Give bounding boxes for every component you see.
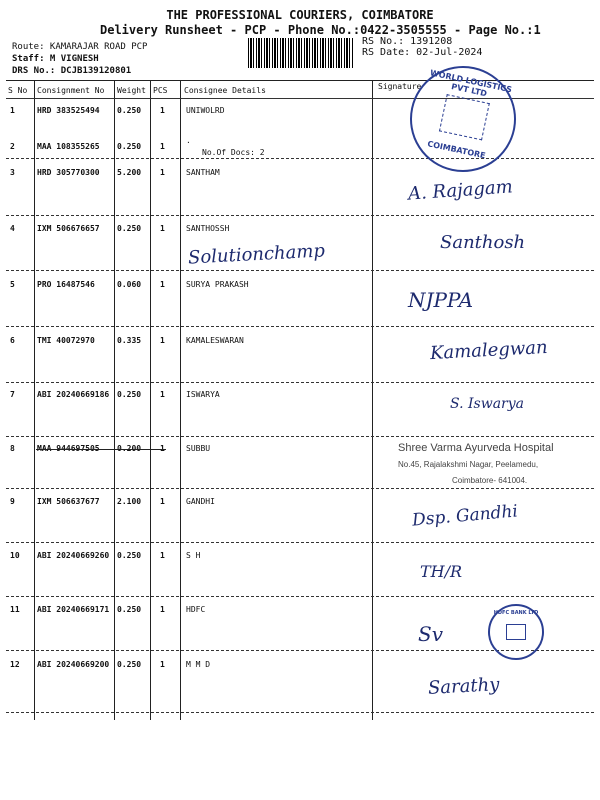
rs-date: RS Date: 02-Jul-2024	[362, 47, 483, 58]
table-top-rule	[6, 80, 594, 81]
row-divider	[6, 436, 594, 437]
row-divider	[6, 488, 594, 489]
row-weight: 2.100	[117, 497, 142, 506]
row-consignee: .	[186, 136, 191, 145]
row-divider	[6, 215, 594, 216]
row-weight: 0.250	[117, 390, 142, 399]
row-weight: 0.060	[117, 280, 142, 289]
row-sno: 8	[10, 444, 15, 453]
signature-row6: Kamalegwan	[429, 336, 549, 365]
row-consignment: HRD 383525494	[37, 106, 100, 115]
row-consignee: SUBBU	[186, 444, 211, 453]
stamp-sign-icon	[439, 94, 490, 140]
row-pcs: 1	[160, 605, 165, 614]
row-weight: 0.250	[117, 142, 142, 151]
row-weight: 0.200	[117, 444, 142, 453]
signature-row11: Sv	[418, 622, 443, 646]
bank-stamp-text: HDFC BANK LTD	[493, 610, 539, 616]
hospital-name: Shree Varma Ayurveda Hospital	[398, 442, 554, 454]
row-pcs: 1	[160, 224, 165, 233]
row-pcs: 1	[160, 168, 165, 177]
row-sno: 12	[10, 660, 20, 669]
row-consignment: MAA 944697505	[37, 444, 100, 453]
row-consignment: IXM 506637677	[37, 497, 100, 506]
col-header-pcs: PCS	[153, 86, 168, 95]
row-pcs: 1	[160, 280, 165, 289]
row-consignee: SURYA PRAKASH	[186, 280, 249, 289]
row-consignment: IXM 506676657	[37, 224, 100, 233]
col-divider	[114, 80, 115, 720]
signature-row12: Sarathy	[427, 674, 500, 699]
drs-label: DRS No.: DCJB139120801	[12, 66, 132, 76]
logistics-stamp-text: WORLD LOGISTICS PVT LTD	[429, 68, 513, 99]
signature-row4: Santhosh	[440, 232, 526, 253]
route-label: Route: KAMARAJAR ROAD PCP	[12, 42, 148, 52]
col-divider	[34, 80, 35, 720]
row-sno: 9	[10, 497, 15, 506]
hospital-city: Coimbatore- 641004.	[452, 476, 528, 485]
col-divider	[150, 80, 151, 720]
row-consignee: KAMALESWARAN	[186, 336, 244, 345]
row-consignee: HDFC	[186, 605, 206, 614]
row-weight: 0.250	[117, 551, 142, 560]
row-pcs: 1	[160, 551, 165, 560]
row-weight: 0.250	[117, 660, 142, 669]
row-weight: 0.250	[117, 224, 142, 233]
row-pcs: 1	[160, 336, 165, 345]
row-consignment: PRO 16487546	[37, 280, 95, 289]
row-sno: 4	[10, 224, 15, 233]
row-consignment: ABI 20240669200	[37, 660, 110, 669]
row-divider	[6, 596, 594, 597]
row-consignee: M M D	[186, 660, 211, 669]
row-consignment: MAA 108355265	[37, 142, 100, 151]
row-sno: 7	[10, 390, 15, 399]
row-consignee: UNIWOLRD	[186, 106, 225, 115]
row-sno: 6	[10, 336, 15, 345]
hospital-address: No.45, Rajalakshmi Nagar, Peelamedu,	[398, 460, 539, 469]
company-title: THE PROFESSIONAL COURIERS, COIMBATORE	[166, 8, 434, 22]
runsheet-title: Delivery Runsheet - PCP - Phone No.:0422-3505555 - Page No.:1	[100, 23, 541, 37]
row-sno: 5	[10, 280, 15, 289]
strike-through	[36, 449, 166, 450]
row-consignee: SANTHOSSH	[186, 224, 230, 233]
logistics-stamp	[400, 56, 526, 182]
staff-label: Staff: M VIGNESH	[12, 54, 99, 64]
row-divider	[6, 712, 594, 713]
row-pcs: 1	[160, 106, 165, 115]
row-consignee: ISWARYA	[186, 390, 220, 399]
row-divider	[6, 542, 594, 543]
col-header-weight: Weight	[117, 86, 146, 95]
row-sno: 11	[10, 605, 20, 614]
col-header-signature: Signature	[378, 82, 422, 91]
row-docs-count: No.Of Docs: 2	[202, 148, 265, 157]
row-consignment: TMI 40072970	[37, 336, 95, 345]
row-sno: 2	[10, 142, 15, 151]
row-sno: 1	[10, 106, 15, 115]
col-header-sno: S No	[8, 86, 28, 95]
row-weight: 5.200	[117, 168, 142, 177]
signature-row3: A. Rajagam	[407, 176, 514, 205]
signature-row10: TH/R	[420, 562, 463, 581]
row-weight: 0.250	[117, 605, 142, 614]
row-weight: 0.335	[117, 336, 142, 345]
logistics-stamp-sub: COIMBATORE	[426, 139, 487, 161]
row-divider	[6, 382, 594, 383]
rs-number: RS No.: 1391208	[362, 36, 453, 47]
row-weight: 0.250	[117, 106, 142, 115]
row-divider	[6, 270, 594, 271]
row-consignee: GANDHI	[186, 497, 215, 506]
col-divider	[180, 80, 181, 720]
row-consignment: ABI 20240669260	[37, 551, 110, 560]
row-sno: 10	[10, 551, 20, 560]
row-pcs: 1	[160, 444, 165, 453]
row-pcs: 1	[160, 497, 165, 506]
hdfc-bank-stamp	[488, 604, 544, 660]
row-pcs: 1	[160, 660, 165, 669]
barcode	[248, 38, 354, 68]
signature-row7: S. Iswarya	[450, 396, 524, 412]
row-consignment: ABI 20240669171	[37, 605, 110, 614]
row-divider	[6, 326, 594, 327]
col-divider	[372, 80, 373, 720]
row-consignee: S H	[186, 551, 201, 560]
col-header-consignee: Consignee Details	[184, 86, 266, 95]
row-consignee: SANTHAM	[186, 168, 220, 177]
signature-row9: Dsp. Gandhi	[411, 501, 519, 531]
signature-row4-stamp: Solutionchamp	[187, 240, 326, 269]
row-pcs: 1	[160, 390, 165, 399]
col-header-consignment: Consignment No	[37, 86, 105, 95]
row-sno: 3	[10, 168, 15, 177]
signature-row5: NJPPA	[408, 288, 474, 312]
row-pcs: 1	[160, 142, 165, 151]
row-consignment: ABI 20240669186	[37, 390, 110, 399]
bank-logo-icon	[506, 624, 526, 640]
row-consignment: HRD 305770300	[37, 168, 100, 177]
